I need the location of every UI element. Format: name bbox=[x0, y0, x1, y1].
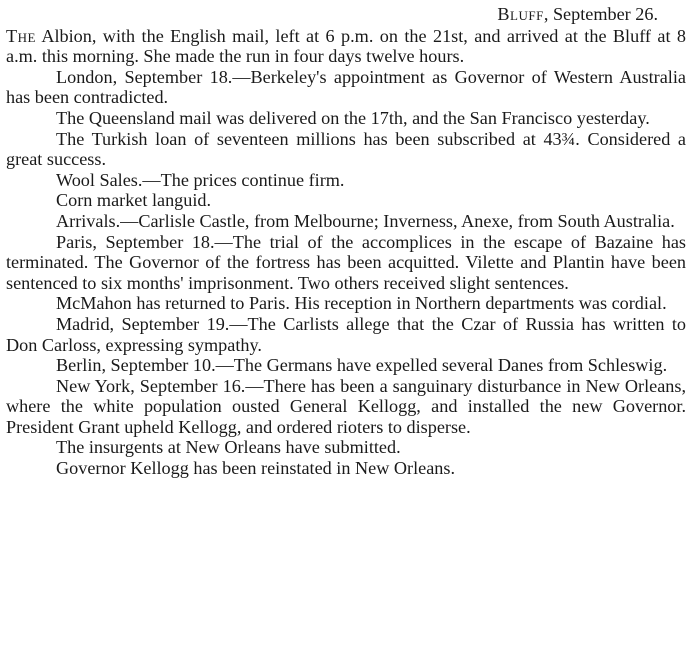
news-clipping bbox=[6, 4, 686, 479]
paragraph-insurgents: The insurgents at New Orleans have submitted. bbox=[56, 437, 401, 458]
paragraph-paris: Paris, September 18.—The trial of the accomplices in the escape of Bazaine has terminated. The Governor of the fortress has been acquitted. Vilette and Plantin have been sentenced to six months' imprisonment. Two others received slight sentences. bbox=[6, 231, 686, 293]
paragraph-kellogg-reinstated: Governor Kellogg has been reinstated in New Orleans. bbox=[56, 458, 455, 479]
paragraph-wool-sales: Wool Sales.—The prices continue firm. bbox=[56, 169, 345, 190]
paragraph-arrivals: Arrivals.—Carlisle Castle, from Melbourne; Inverness, Anexe, from South Australia. bbox=[56, 210, 675, 231]
paragraph-new-york: New York, September 16.—There has been a sanguinary disturbance in New Orleans, where the white population ousted General Kellogg, and installed the new Governor. President Grant upheld Kellogg, and ordered rioters to disperse. bbox=[6, 375, 686, 437]
paragraph-mcmahon: McMahon has returned to Paris. His reception in Northern departments was cordial. bbox=[56, 293, 667, 314]
paragraph-corn-market: Corn market languid. bbox=[56, 190, 212, 211]
paragraph-berlin: Berlin, September 10.—The Germans have expelled several Danes from Schleswig. bbox=[56, 355, 668, 376]
dateline-date: , September 26. bbox=[543, 4, 658, 24]
dateline-place: Bluff bbox=[497, 4, 544, 24]
lead-paragraph bbox=[6, 26, 686, 67]
paragraph-london: London, September 18.—Berkeley's appointment as Governor of Western Australia has been contradicted. bbox=[6, 66, 686, 108]
paragraph-turkish-loan: The Turkish loan of seventeen millions has been subscribed at 43¾. Considered a great success. bbox=[6, 128, 686, 170]
paragraph-queensland-mail: The Queensland mail was delivered on the 17th, and the San Francisco yesterday. bbox=[56, 107, 650, 128]
dateline bbox=[6, 4, 686, 25]
lead-text: Albion, with the English mail, left at 6 p.m. on the 21st, and arrived at the Bluff at 8 a.m. this morning. She made the run in four days twelve hours. bbox=[6, 25, 686, 67]
paragraph-madrid: Madrid, September 19.—The Carlists allege that the Czar of Russia has written to Don Carloss, expressing sympathy. bbox=[6, 313, 686, 355]
lead-first-word: The bbox=[6, 25, 36, 46]
